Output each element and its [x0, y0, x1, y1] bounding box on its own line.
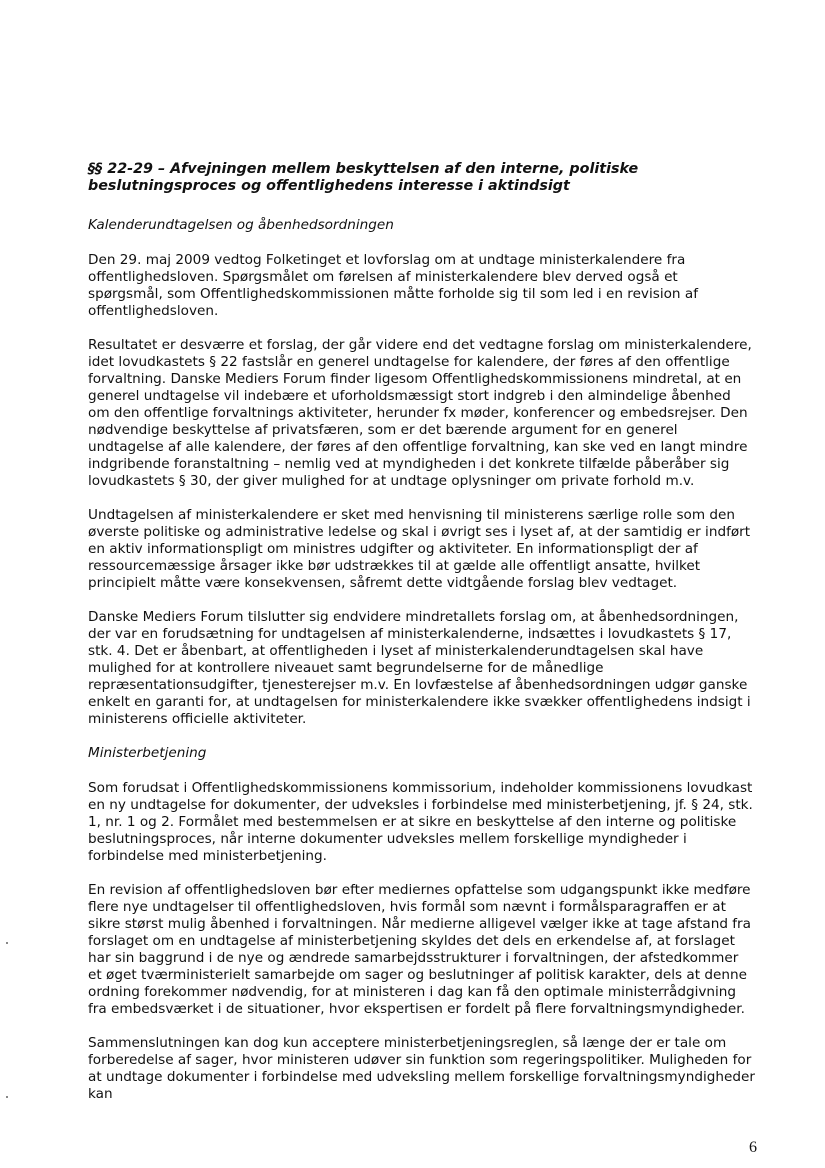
- section-kalenderundtagelsen: [88, 217, 756, 728]
- paragraph: Resultatet er desværre et forslag, der går videre end det vedtagne forslag om ministerkalendere, idet lovudkastets § 22 fastslår en generel undtagelse for kalendere, der føres af den offentlige forvaltning. Danske Mediers Forum finder ligesom Offentlighedskommissionens mindretal, at en generel undtagelse vil indebære et uforholdsmæssigt stort indgreb i den almindelige åbenhed om den offentlige forvaltnings aktiviteter, herunder fx møder, konferencer og embedsrejser. Den nødvendige beskyttelse af privatsfæren, som er det bærende argument for en generel undtagelse af alle kalendere, der føres af den offentlige forvaltning, kan ske ved en langt mindre indgribende foranstaltning – nemlig ved at myndigheden i det konkrete tilfælde påberåber sig lovudkastets § 30, der giver mulighed for at undtage oplysninger om private forhold m.v.: [88, 337, 752, 489]
- paragraph: Sammenslutningen kan dog kun acceptere ministerbetjeningsreglen, så længe der er tale om forberedelse af sager, hvor ministeren udøver sin funktion som regeringspolitiker. Muligheden for at undtage dokumenter i forbindelse med udveksling mellem forskellige forvaltningsmyndigheder kan: [88, 1035, 755, 1102]
- section-ministerbetjening: [88, 745, 756, 1103]
- paragraph: En revision af offentlighedsloven bør efter mediernes opfattelse som udgangspunkt ikke medføre flere nye undtagelser til offentlighedsloven, hvis formål som nævnt i formålsparagraffen er at sikre størst mulig åbenhed i forvaltningen. Når medierne alligevel vælger ikke at tage afstand fra forslaget om en undtagelse af ministerbetjening skyldes det dels en erkendelse af, at forslaget har sin baggrund i de nye og ændrede samarbejdsstrukturer i forvaltningen, der afstedkommer et øget tværministerielt samarbejde om sager og beslutninger af politisk karakter, dels at denne ordning forekommer nødvendig, for at ministeren i dag kan få den optimale ministerrådgivning fra embedsværket i de situationer, hvor ekspertisen er fordelt på flere forvaltningsmyndigheder.: [88, 882, 751, 1017]
- scan-speck: [6, 1096, 8, 1098]
- paragraph: Som forudsat i Offentlighedskommissionens kommissorium, indeholder kommissionens lovudkast en ny undtagelse for dokumenter, der udveksles i forbindelse med ministerbetjening, jf. § 24, stk. 1, nr. 1 og 2. Formålet med bestemmelsen er at sikre en beskyttelse af den interne og politiske beslutningsproces, når interne dokumenter udveksles mellem forskellige myndigheder i forbindelse med ministerbetjening.: [88, 780, 753, 864]
- paragraph: Den 29. maj 2009 vedtog Folketinget et lovforslag om at undtage ministerkalendere fra offentlighedsloven. Spørgsmålet om førelsen af ministerkalendere blev derved også et spørgsmål, som Offentlighedskommissionen måtte forholde sig til som led i en revision af offentlighedsloven.: [88, 252, 698, 319]
- paragraph: Danske Mediers Forum tilslutter sig endvidere mindretallets forslag om, at åbenhedsordningen, der var en forudsætning for undtagelsen af ministerkalenderne, indsættes i lovudkastets § 17, stk. 4. Det er åbenbart, at offentligheden i lyset af ministerkalenderundtagelsen skal have mulighed for at kontrollere niveauet samt begrundelserne for de månedlige repræsentationsudgifter, tjenesterejser m.v. En lovfæstelse af åbenhedsordningen udgør ganske enkelt en garanti for, at undtagelsen for ministerkalendere ikke svækker offentlighedens indsigt i ministerens officielle aktiviteter.: [88, 609, 751, 727]
- paragraph: Undtagelsen af ministerkalendere er sket med henvisning til ministerens særlige rolle som den øverste politiske og administrative ledelse og skal i øvrigt ses i lyset af, at der samtidig er indført en aktiv informationspligt om ministres udgifter og aktiviteter. En informationspligt der af ressourcemæssige årsager ikke bør udstrækkes til at gælde alle offentligt ansatte, hvilket principielt måtte være konsekvensen, såfremt dette vidtgående forslag blev vedtaget.: [88, 507, 751, 591]
- document-heading: §§ 22-29 – Afvejningen mellem beskyttelsen af den interne, politiske beslutningsproces og offentlighedens interesse i aktindsigt: [88, 161, 639, 194]
- section-subheading: Ministerbetjening: [88, 745, 207, 761]
- scan-speck: [6, 942, 8, 944]
- page-number: 6: [749, 1139, 757, 1156]
- section-subheading: Kalenderundtagelsen og åbenhedsordningen: [88, 217, 394, 233]
- document-body: [88, 161, 756, 1120]
